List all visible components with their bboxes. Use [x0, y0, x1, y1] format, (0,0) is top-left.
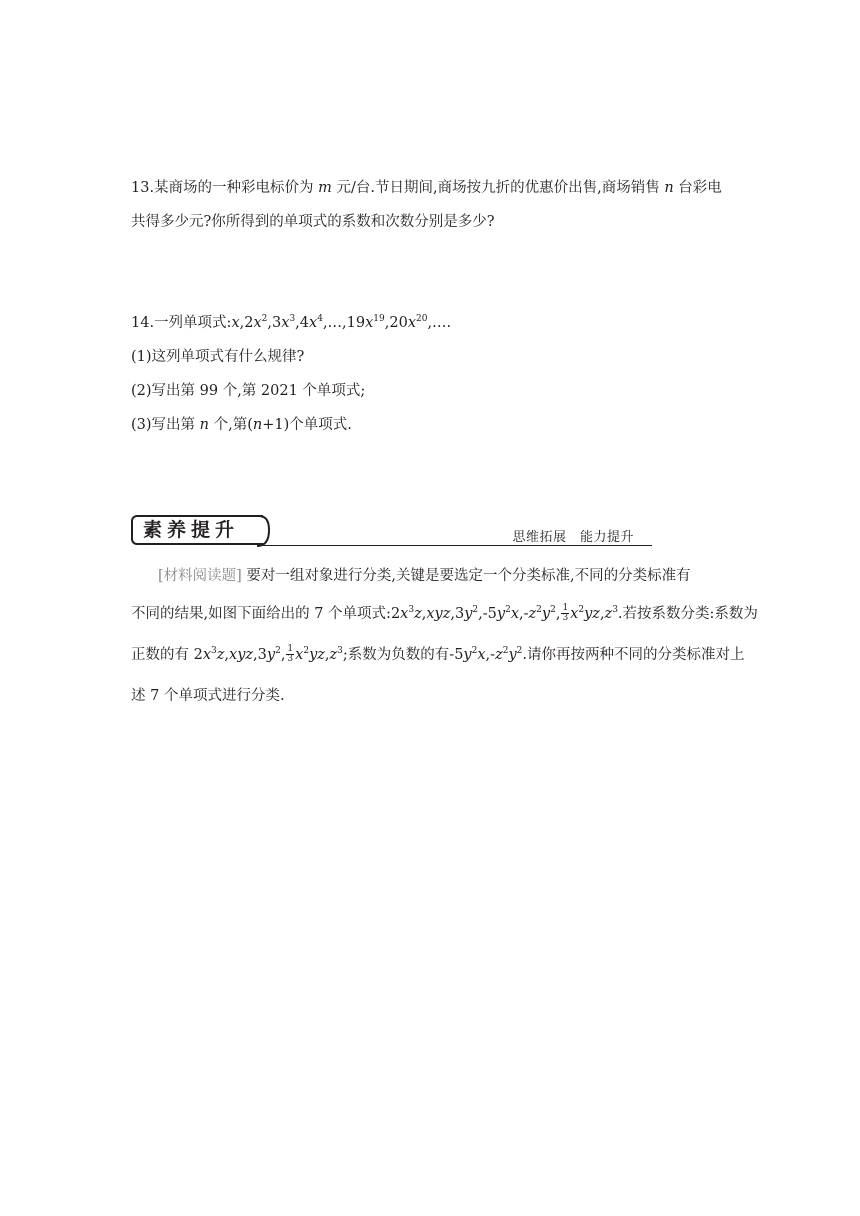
- q14-term-3-var: x: [281, 315, 290, 331]
- reading-line-2-text-a: 不同的结果,如图下面给出的 7 个单项式:: [131, 606, 391, 622]
- q14-part-1: (1)这列单项式有什么规律?: [131, 349, 305, 365]
- q14-term-2-coef: 2: [244, 315, 254, 331]
- q14-tail: ,….: [427, 315, 452, 331]
- q14-part-3: [131, 415, 352, 435]
- q13-var-m: m: [318, 180, 332, 196]
- q14-term-3-coef: 3: [272, 315, 282, 331]
- q14-term-20-exp: 20: [416, 314, 428, 325]
- q14-term-19-exp: 19: [373, 314, 385, 325]
- fraction-one-third-2: [286, 645, 294, 664]
- q14-term-20-coef: 20: [389, 315, 408, 331]
- q14-part-2: (2)写出第 99 个,第 2021 个单项式;: [131, 383, 366, 399]
- q14-term-1: x: [231, 315, 240, 331]
- q14-term-19-var: x: [365, 315, 374, 331]
- fraction-numerator-2: 1: [287, 643, 294, 654]
- fraction-numerator: 1: [562, 602, 569, 613]
- fraction-one-third: [561, 604, 569, 623]
- q14-term-4-exp: 4: [317, 314, 323, 325]
- reading-line-1-text: 要对一组对象进行分类,关键是要选定一个分类标准,不同的分类标准有: [241, 568, 691, 584]
- reading-line-3: [131, 645, 744, 665]
- q13-text-b: 元/台.节日期间,商场按九折的优惠价出售,商场销售: [331, 180, 665, 196]
- q14-part-3-text-b: 个,第(: [209, 417, 253, 433]
- q14-term-2-var: x: [253, 315, 262, 331]
- q14-term-2-exp: 2: [261, 314, 268, 325]
- fraction-denominator-2: 3: [287, 653, 294, 664]
- section-header: [131, 515, 652, 549]
- reading-line-3-text-b: ;系数为负数的有: [342, 647, 450, 663]
- reading-tag: [材料阅读题]: [158, 568, 242, 584]
- q14-part-3-text-c: +1)个单项式.: [262, 417, 352, 433]
- q14-term-20-var: x: [407, 315, 416, 331]
- reading-line-3-text-c: .请你再按两种不同的分类标准对上: [522, 647, 745, 663]
- section-rule: [263, 545, 652, 546]
- q13-text-a: 13.某商场的一种彩电标价为: [131, 180, 319, 196]
- negative-monomials: $-5y^2x,-z^2y^2$: [449, 646, 523, 663]
- fraction-denominator: 3: [562, 612, 569, 623]
- q14-term-3-exp: 3: [289, 314, 296, 325]
- q14-intro: 14.一列单项式$:x,2x^2,3x^3,4x^4,\dots,19x^{19},20x^{20},\dots$.: [131, 314, 452, 331]
- reading-line-3-text-a: 正数的有: [131, 647, 194, 663]
- reading-line-2: [131, 604, 758, 624]
- positive-monomials: $2x^3z,xyz,3y^2$, $\frac{1}{3}$ $x^2yz,z^3$: [193, 643, 343, 664]
- section-tab-curve: [249, 515, 273, 547]
- section-subtitle: 思维拓展 能力提升: [512, 530, 634, 545]
- q14-term-19-coef: 19: [346, 315, 366, 331]
- q14-term-4-coef: 4: [299, 315, 310, 331]
- reading-line-2-text-b: .若按系数分类:系数为: [617, 606, 758, 622]
- section-title: 素养提升: [143, 519, 240, 541]
- q13-line-2: 共得多少元?你所得到的单项式的系数和次数分别是多少?: [131, 214, 495, 230]
- reading-line-4: 述 7 个单项式进行分类.: [131, 688, 285, 704]
- q14-part-3-text-a: (3)写出第: [131, 417, 200, 433]
- q13-text-c: 台彩电: [673, 180, 722, 196]
- q13-line-1: [131, 178, 722, 198]
- q14-term-4-var: x: [309, 315, 318, 331]
- q14-part-3-var-n: n: [199, 417, 209, 433]
- q13-var-n: n: [664, 180, 674, 196]
- q14-ellipsis: …: [327, 315, 343, 331]
- q14-part-3-var-n2: n: [252, 417, 263, 433]
- q14-label: 14.一列单项式:: [131, 315, 232, 331]
- reading-line-1: [158, 566, 691, 586]
- monomial-list: $2x^3z,xyz,3y^2,-5y^2x,-z^2y^2$, $\frac{1}{3}$ $x^2yz,z^3$: [390, 602, 618, 623]
